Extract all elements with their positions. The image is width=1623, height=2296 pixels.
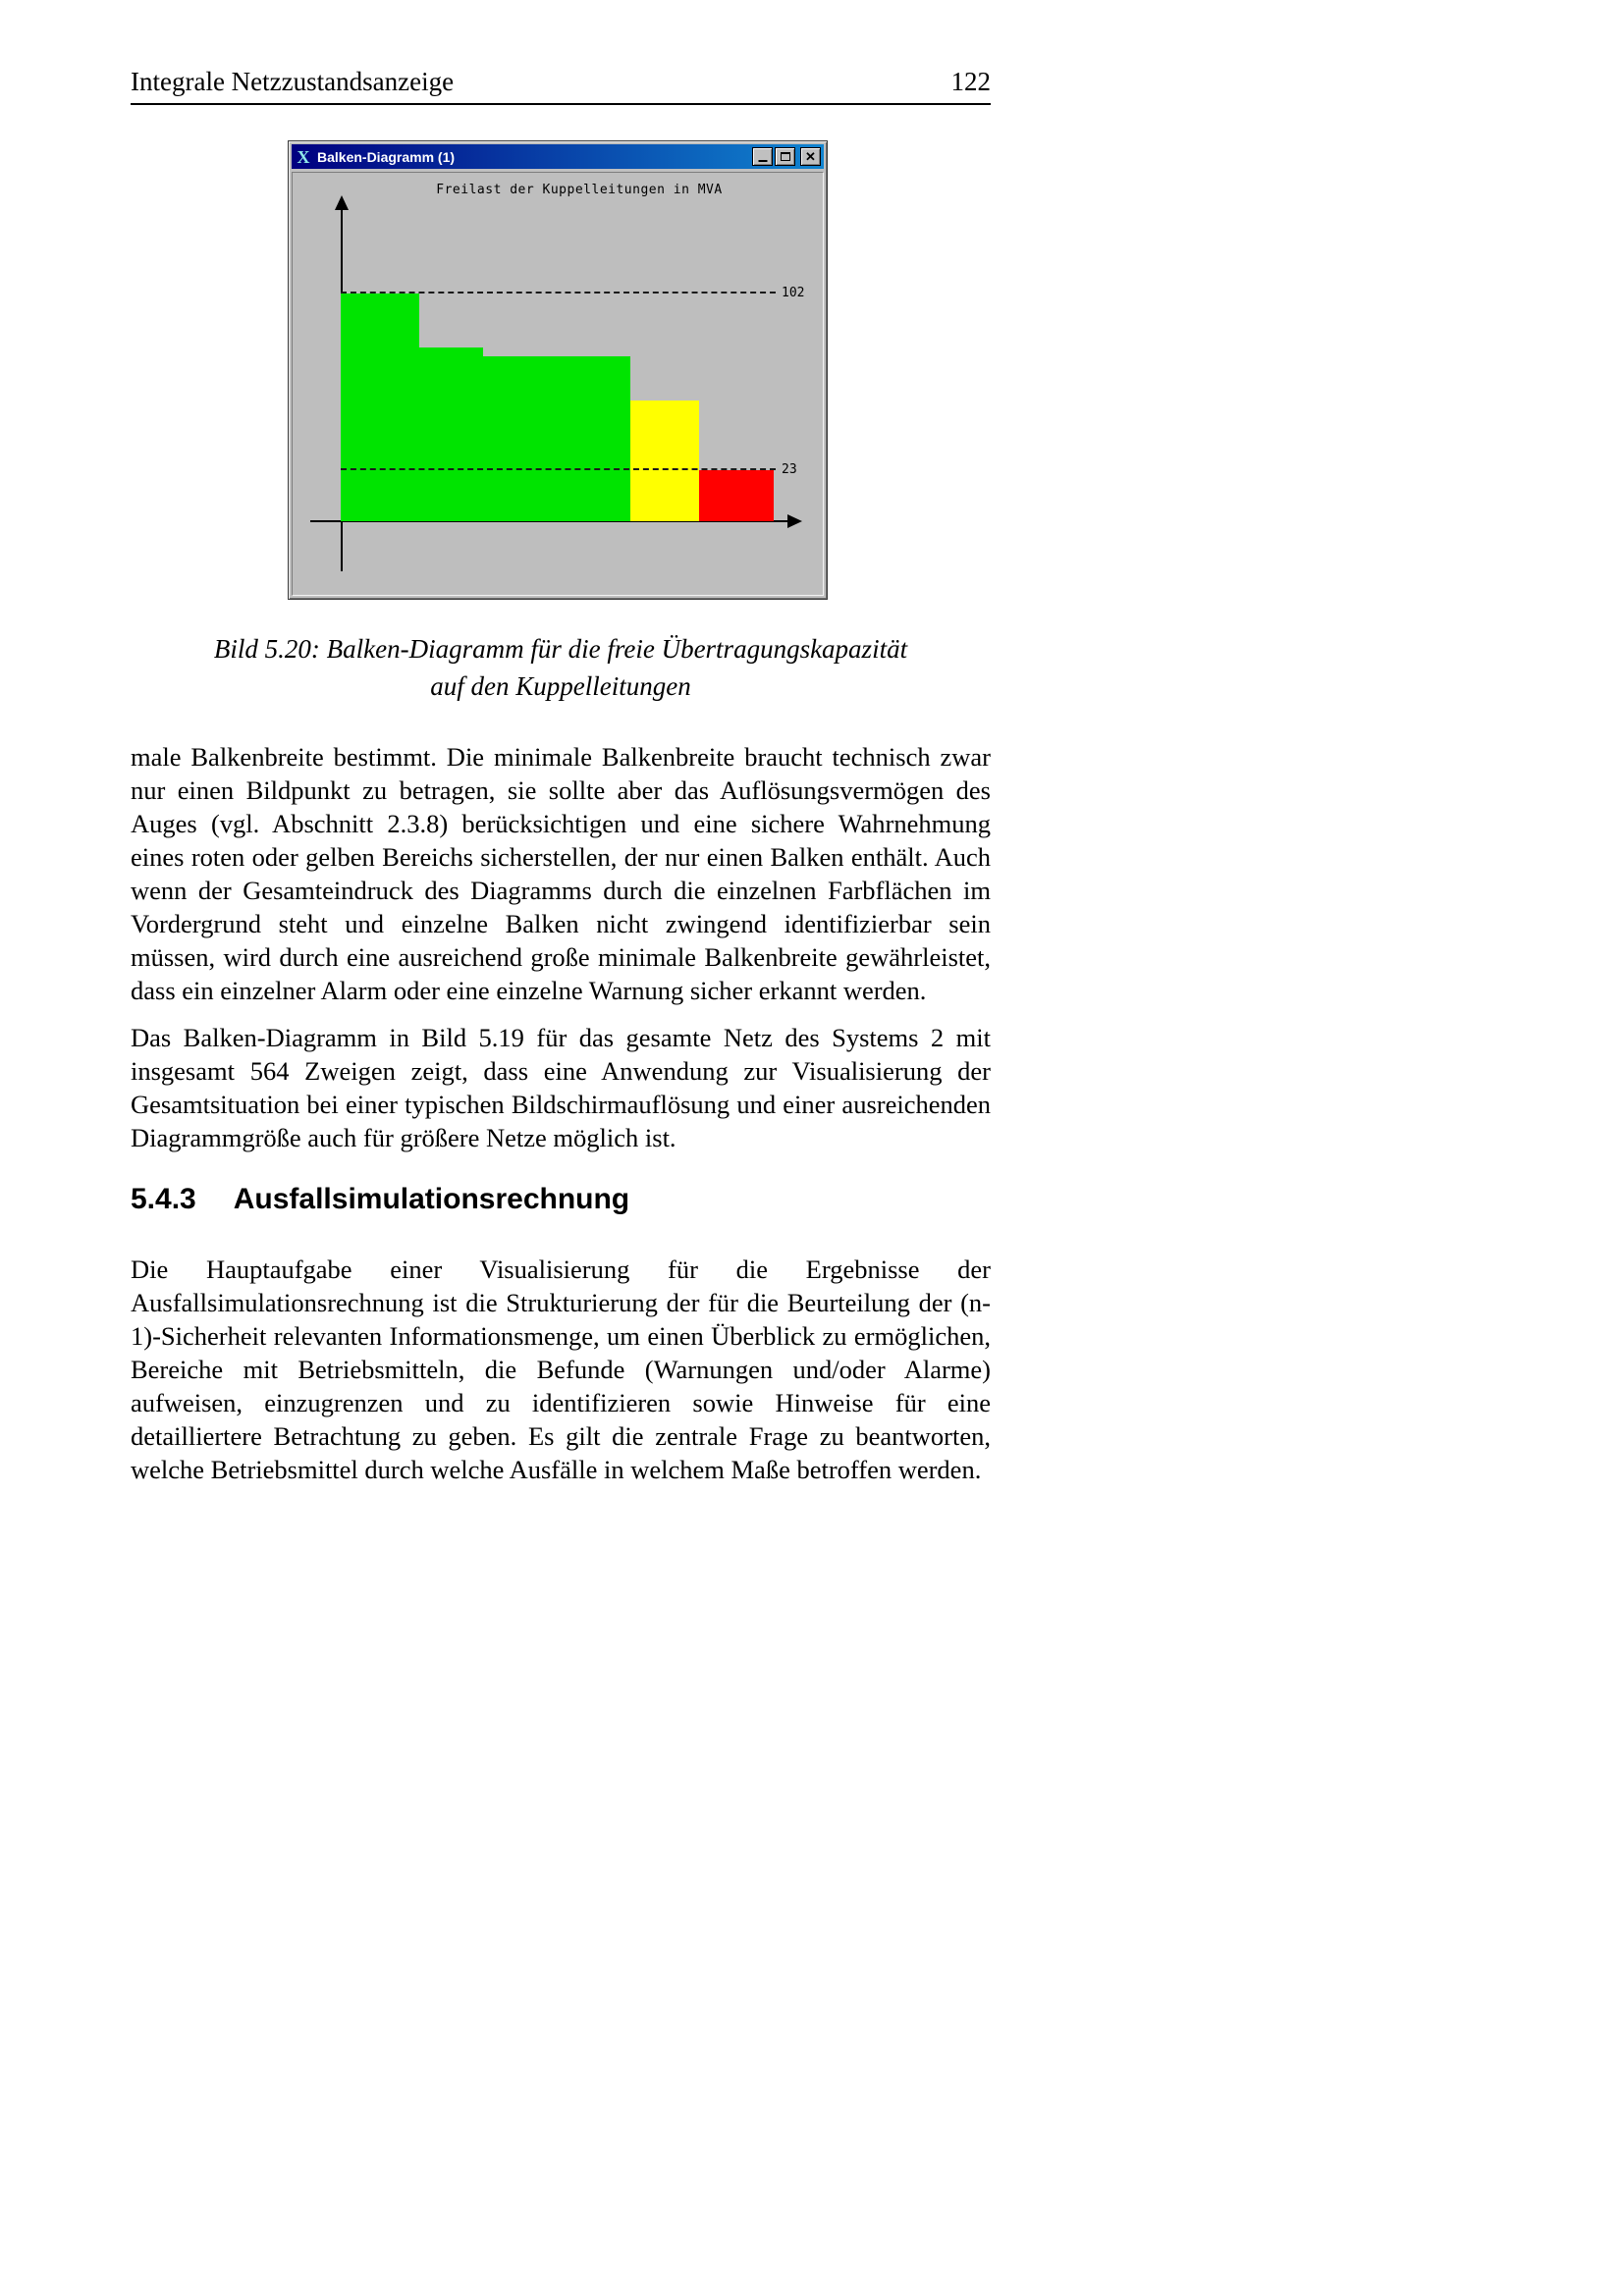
section-heading	[131, 1183, 991, 1216]
bar-segment-5	[699, 470, 774, 521]
figure-window	[288, 140, 828, 600]
figure-caption	[131, 630, 991, 705]
figure-caption-line1: Bild 5.20: Balken-Diagramm für die freie Übertragungskapazität	[213, 634, 908, 664]
reference-label-23: 23	[782, 462, 797, 477]
reference-line-23	[341, 468, 776, 470]
bar-segment-2	[419, 347, 483, 521]
plot-area	[293, 173, 823, 595]
section-title: Ausfallsimulationsrechnung	[233, 1182, 630, 1215]
page-header	[131, 67, 991, 105]
page-number: 122	[950, 67, 991, 96]
minimize-button[interactable]	[752, 147, 773, 166]
window-titlebar[interactable]	[292, 144, 824, 169]
close-icon: ✕	[805, 149, 816, 164]
bar-segment-4	[630, 400, 699, 521]
window-controls	[752, 147, 821, 166]
x-axis-arrow-icon	[787, 514, 802, 528]
figure-caption-line2: auf den Kuppelleitungen	[430, 671, 691, 701]
close-button[interactable]	[800, 147, 821, 166]
paragraph-2: Das Balken-Diagramm in Bild 5.19 für das gesamte Netz des Systems 2 mit insgesamt 564 Zweigen zeigt, dass eine Anwendung zur Visualisierung der Gesamtsituation bei einer typischen Bildschirmauflösung und einer ausreichenden Diagrammgröße auch für größere Netze möglich ist.	[131, 1022, 991, 1152]
reference-label-102: 102	[782, 286, 805, 300]
chart-title: Freilast der Kuppelleitungen in MVA	[436, 183, 723, 197]
section-number: 5.4.3	[131, 1182, 196, 1215]
running-title: Integrale Netzzustandsanzeige	[131, 67, 455, 96]
paragraph-3: Die Hauptaufgabe einer Visualisierung für die Ergebnisse der Ausfallsimulationsrechnung ist die Strukturierung der für die Beurteilung der (n-1)-Sicherheit relevanten Informationsmenge, um einen Überblick zu ermöglichen, Bereiche mit Betriebsmitteln, die Befunde (Warnungen und/oder Alarme) aufweisen, einzugrenzen und zu identifizieren sowie Hinweise für eine detailliertere Betrachtung zu geben. Es gilt die zentrale Frage zu beantworten, welche Betriebsmittel durch welche Ausfälle in welchem Maße betroffen werden.	[131, 1254, 991, 1484]
window-title: Balken-Diagramm (1)	[317, 148, 456, 165]
chart-client-area	[292, 172, 824, 596]
maximize-icon	[781, 152, 790, 161]
paragraph-1: male Balkenbreite bestimmt. Die minimale Balkenbreite braucht technisch zwar nur einen Bildpunkt zu betragen, sie sollte aber das Auflösungsvermögen des Auges (vgl. Abschnitt 2.3.8) berücksichtigen und eine sichere Wahrnehmung eines roten oder gelben Bereichs sicherstellen, der nur einen Balken enthält. Auch wenn der Gesamteindruck des Diagramms durch die einzelnen Farbflächen im Vordergrund steht und einzelne Balken nicht zwingend identifizierbar sein müssen, wird durch eine ausreichend große minimale Balkenbreite gewährleistet, dass ein einzelner Alarm oder eine einzelne Warnung sicher erkannt werden.	[131, 741, 991, 1005]
bar-segment-1	[341, 294, 419, 521]
maximize-button[interactable]	[775, 147, 795, 166]
x11-logo-icon: X	[297, 146, 310, 167]
minimize-icon	[758, 160, 767, 162]
bar-segment-3	[483, 356, 630, 521]
reference-line-102	[341, 292, 776, 294]
